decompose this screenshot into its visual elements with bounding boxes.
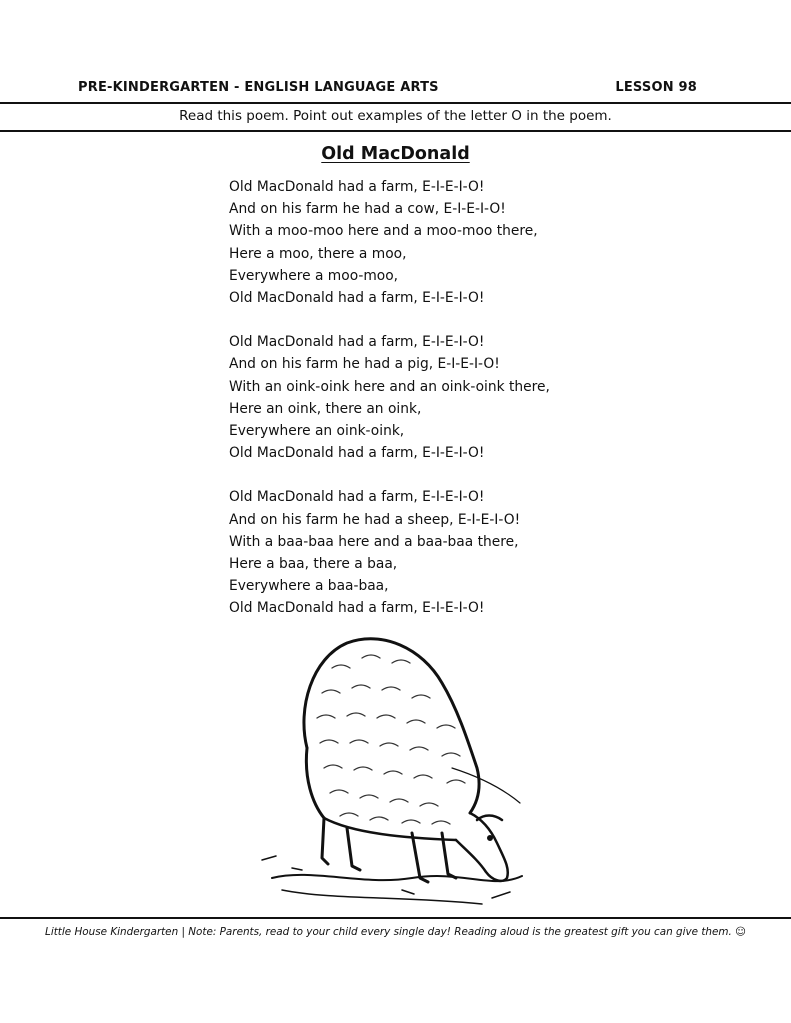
page-header [78, 80, 697, 95]
poem-line: Old MacDonald had a farm, E-I-E-I-O! [229, 600, 485, 617]
divider [0, 130, 791, 132]
stanza [229, 486, 629, 619]
divider [0, 102, 791, 104]
stanza [229, 331, 629, 464]
poem-line: Old MacDonald had a farm, E-I-E-I-O! [229, 334, 485, 351]
poem-line: And on his farm he had a sheep, E-I-E-I-O! [229, 511, 521, 528]
poem-line: With an oink-oink here and an oink-oink there, [229, 378, 550, 395]
poem-line: Everywhere a moo-moo, [229, 267, 399, 284]
poem-line: Old MacDonald had a farm, E-I-E-I-O! [229, 445, 485, 462]
sheep-illustration [252, 628, 537, 913]
instructions: Read this poem. Point out examples of the letter O in the poem. [179, 108, 612, 124]
poem-title: Old MacDonald [321, 144, 470, 164]
subject-label: PRE-KINDERGARTEN - ENGLISH LANGUAGE ARTS [78, 80, 439, 95]
footer-note: Little House Kindergarten | Note: Parents, read to your child every single day! Reading aloud is the greatest gift you can give them. ☺ [45, 926, 746, 938]
poem-line: And on his farm he had a cow, E-I-E-I-O! [229, 201, 506, 218]
poem-line: With a moo-moo here and a moo-moo there, [229, 223, 538, 240]
poem-line: Here a baa, there a baa, [229, 556, 398, 573]
poem-line: And on his farm he had a pig, E-I-E-I-O! [229, 356, 500, 373]
poem-line: Old MacDonald had a farm, E-I-E-I-O! [229, 489, 485, 506]
stanza [229, 176, 629, 309]
poem [229, 176, 629, 642]
poem-line: Here a moo, there a moo, [229, 245, 407, 262]
poem-line: Old MacDonald had a farm, E-I-E-I-O! [229, 179, 485, 195]
divider [0, 917, 791, 919]
poem-line: Old MacDonald had a farm, E-I-E-I-O! [229, 290, 485, 307]
poem-line: Everywhere a baa-baa, [229, 578, 389, 595]
lesson-label: LESSON 98 [615, 80, 697, 95]
poem-line: Here an oink, there an oink, [229, 400, 422, 417]
poem-line: With a baa-baa here and a baa-baa there, [229, 533, 519, 550]
poem-line: Everywhere an oink-oink, [229, 423, 405, 440]
